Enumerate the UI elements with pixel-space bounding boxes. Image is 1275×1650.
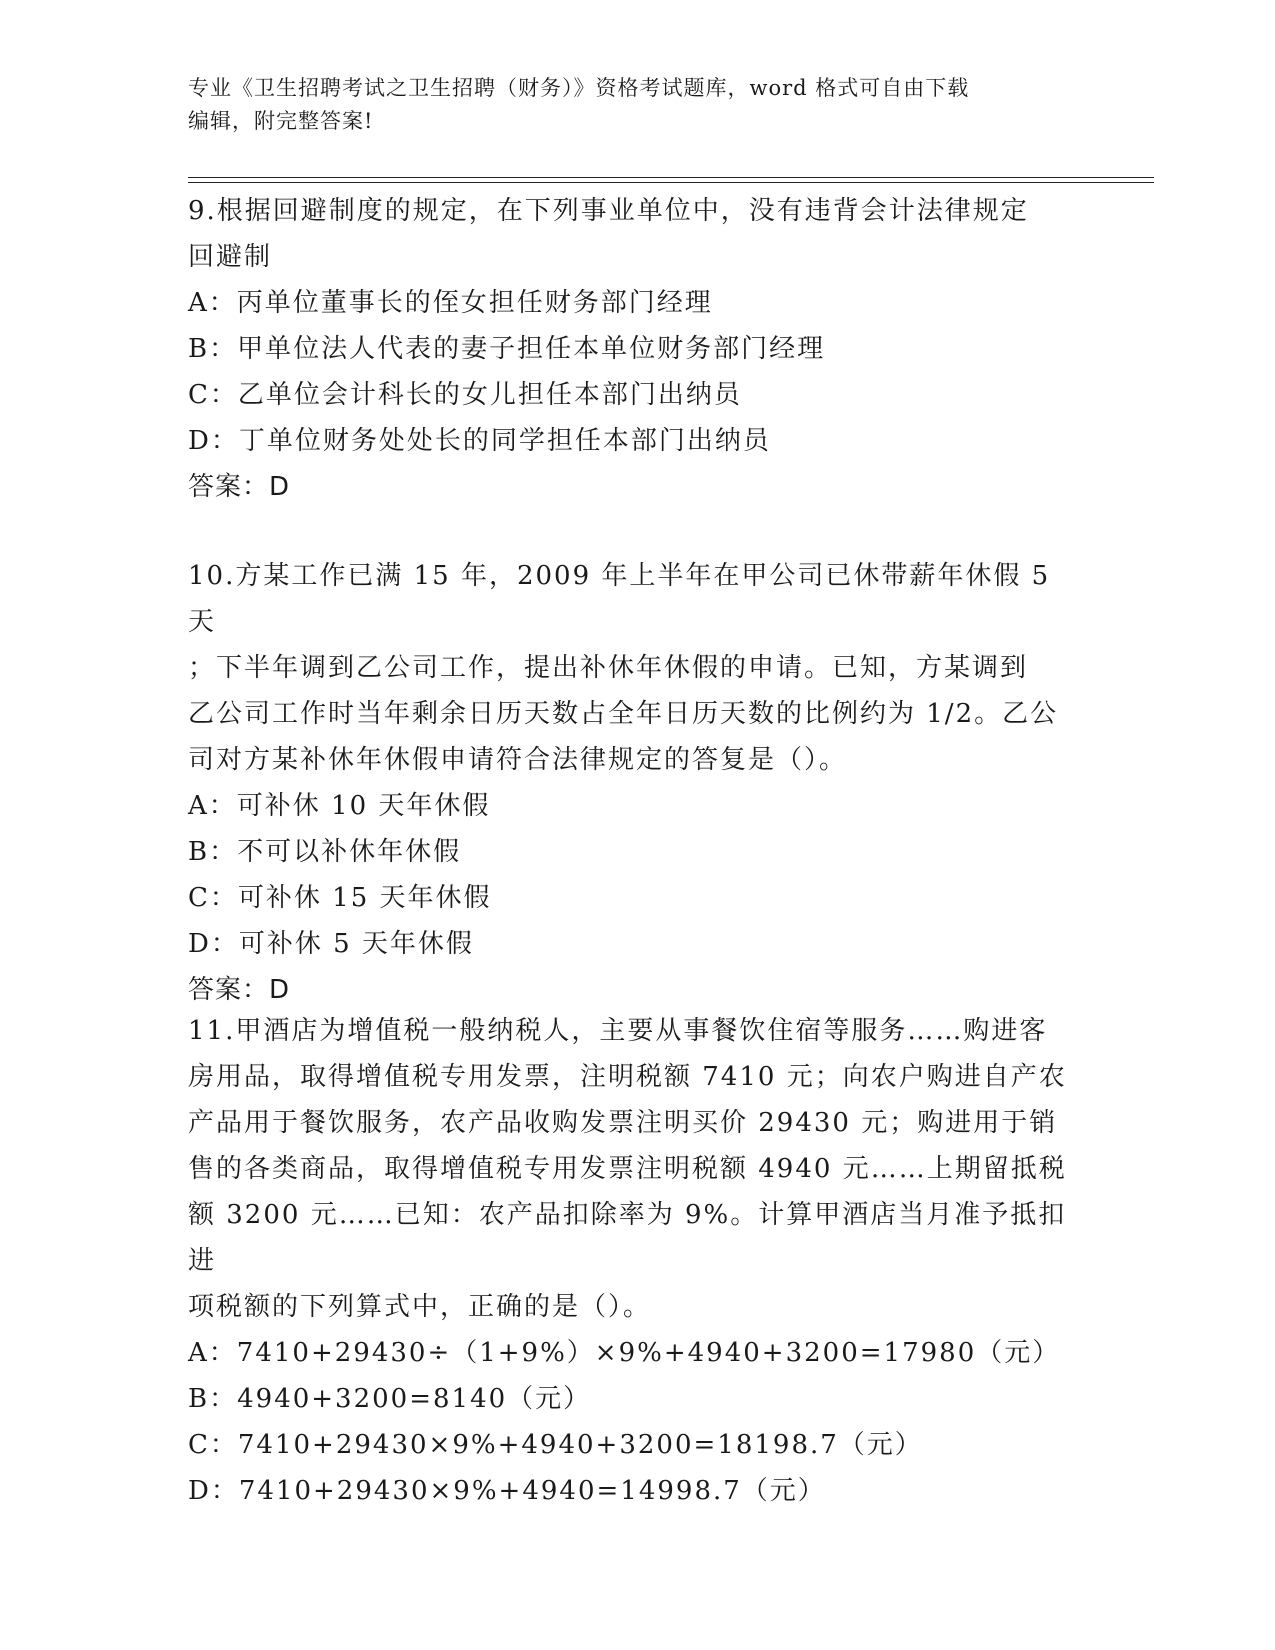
question-stem-line: 项税额的下列算式中，正确的是（）。 <box>188 1292 652 1322</box>
header-divider-bottom <box>188 182 1154 183</box>
option-b: B：4940+3200=8140（元） <box>188 1384 592 1414</box>
option-d: D：丁单位财务处处长的同学担任本部门出纳员 <box>188 426 771 456</box>
question-stem-line: 10.方某工作已满 15 年，2009 年上半年在甲公司已休带薪年休假 5 天 <box>188 561 1051 637</box>
option-c: C：乙单位会计科长的女儿担任本部门出纳员 <box>188 380 742 410</box>
question-stem-line: 司对方某补休年休假申请符合法律规定的答复是（）。 <box>188 745 848 775</box>
answer-label: 答案：D <box>188 975 291 1005</box>
option-a: A：可补休 10 天年休假 <box>188 791 491 821</box>
question-stem-line: 回避制 <box>188 242 273 272</box>
question-stem-line: 产品用于餐饮服务，农产品收购发票注明买价 29430 元；购进用于销 <box>188 1108 1058 1138</box>
header-line-2: 编辑，附完整答案! <box>188 109 374 133</box>
option-a: A：7410+29430÷（1+9%）×9%+4940+3200=17980（元） <box>188 1338 1061 1368</box>
question-11 <box>188 1008 1088 1514</box>
question-stem-line: 房用品，取得增值税专用发票，注明税额 7410 元；向农户购进自产农 <box>188 1062 1067 1092</box>
question-stem-line: 9.根据回避制度的规定，在下列事业单位中，没有违背会计法律规定 <box>188 196 1029 226</box>
option-b: B：甲单位法人代表的妻子担任本单位财务部门经理 <box>188 334 826 364</box>
option-d: D：7410+29430×9%+4940=14998.7（元） <box>188 1476 826 1506</box>
option-d: D：可补休 5 天年休假 <box>188 929 474 959</box>
question-stem-line: 11.甲酒店为增值税一般纳税人，主要从事餐饮住宿等服务……购进客 <box>188 1016 1048 1046</box>
header-line-1: 专业《卫生招聘考试之卫生招聘（财务）》资格考试题库，word 格式可自由下载 <box>188 76 970 100</box>
question-stem-line: 售的各类商品，取得增值税专用发票注明税额 4940 元……上期留抵税 <box>188 1154 1067 1184</box>
question-10 <box>188 553 1088 1013</box>
option-b: B：不可以补休年休假 <box>188 837 462 867</box>
question-stem-line: 额 3200 元……已知：农产品扣除率为 9%。计算甲酒店当月准予抵扣进 <box>188 1200 1067 1276</box>
question-9 <box>188 188 1088 510</box>
answer-label: 答案：D <box>188 472 291 502</box>
option-c: C：7410+29430×9%+4940+3200=18198.7（元） <box>188 1430 923 1460</box>
option-a: A：丙单位董事长的侄女担任财务部门经理 <box>188 288 713 318</box>
option-c: C：可补休 15 天年休假 <box>188 883 492 913</box>
question-stem-line: ；下半年调到乙公司工作，提出补休年休假的申请。已知，方某调到 <box>188 653 1029 683</box>
question-stem-line: 乙公司工作时当年剩余日历天数占全年日历天数的比例约为 1/2。乙公 <box>188 699 1059 729</box>
header-divider-top <box>188 177 1154 178</box>
page-header <box>188 72 1088 138</box>
